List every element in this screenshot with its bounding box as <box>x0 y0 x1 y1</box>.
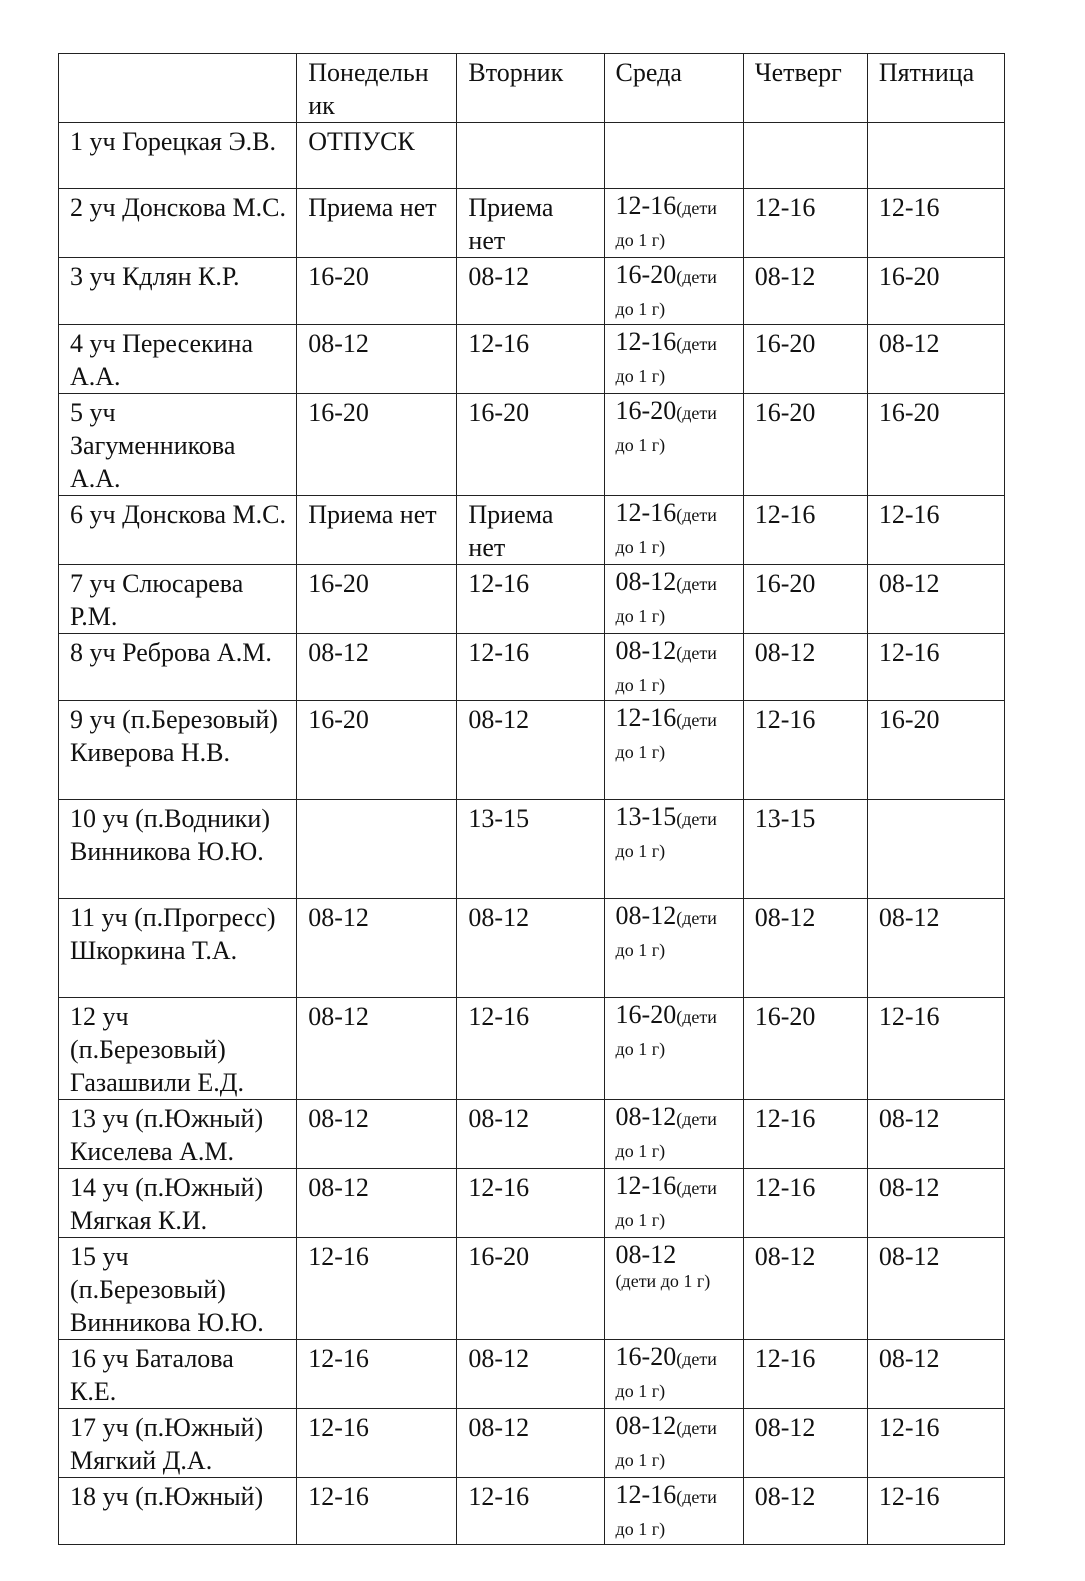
tuesday-cell-text: 12-16 <box>468 1002 530 1031</box>
wednesday-cell <box>604 1238 743 1340</box>
tuesday-cell-text: 16-20 <box>468 1242 530 1271</box>
thursday-cell <box>743 1478 867 1545</box>
wednesday-block <box>616 1342 733 1406</box>
wednesday-time: 12-16 <box>615 498 677 527</box>
wednesday-cell <box>604 1100 743 1169</box>
thursday-cell-text: 08-12 <box>754 638 816 667</box>
friday-cell <box>867 325 1004 394</box>
wednesday-time: 12-16 <box>615 1171 677 1200</box>
wednesday-time: 08-12 <box>615 1240 677 1269</box>
wednesday-note: (дети до 1 г) <box>615 1349 717 1401</box>
tuesday-cell-text: 16-20 <box>468 398 530 427</box>
wednesday-cell <box>604 394 743 496</box>
header-cell-thursday: Четверг <box>743 54 867 123</box>
wednesday-cell <box>604 634 743 701</box>
wednesday-note: (дети до 1 г) <box>615 198 717 250</box>
wednesday-block <box>616 703 733 767</box>
wednesday-time: 08-12 <box>615 636 677 665</box>
district-cell <box>59 1238 297 1340</box>
monday-cell <box>297 1478 457 1545</box>
tuesday-cell <box>457 1238 604 1340</box>
wednesday-block <box>616 901 733 965</box>
wednesday-note: (дети до 1 г) <box>615 574 717 626</box>
table-row <box>59 634 1005 701</box>
monday-cell <box>297 701 457 800</box>
wednesday-block <box>616 396 733 460</box>
tuesday-cell-text: 13-15 <box>468 804 530 833</box>
table-row <box>59 496 1005 565</box>
wednesday-note: (дети до 1 г) <box>615 505 717 557</box>
thursday-cell <box>743 1100 867 1169</box>
tuesday-cell-text: Приема нет <box>468 193 554 255</box>
friday-cell-text: 08-12 <box>878 569 940 598</box>
monday-cell <box>297 394 457 496</box>
wednesday-cell <box>604 325 743 394</box>
friday-cell <box>867 1169 1004 1238</box>
district-cell-text: 5 уч Загуменникова А.А. <box>70 398 236 493</box>
schedule-table <box>58 53 1005 1545</box>
thursday-cell-text: 12-16 <box>754 193 816 222</box>
tuesday-cell <box>457 1100 604 1169</box>
monday-cell-text: 08-12 <box>308 1002 369 1031</box>
wednesday-note: (дети до 1 г) <box>615 1418 717 1470</box>
thursday-cell-text: 12-16 <box>754 1104 816 1133</box>
wednesday-note: (дети до 1 г) <box>615 1271 711 1291</box>
district-cell <box>59 634 297 701</box>
wednesday-note: (дети до 1 г) <box>615 1007 717 1059</box>
wednesday-time: 08-12 <box>615 1102 677 1131</box>
tuesday-cell <box>457 325 604 394</box>
wednesday-note: (дети до 1 г) <box>615 908 717 960</box>
wednesday-time: 12-16 <box>615 191 677 220</box>
monday-cell <box>297 634 457 701</box>
wednesday-block <box>616 1411 733 1475</box>
table-row <box>59 899 1005 998</box>
district-cell <box>59 1100 297 1169</box>
thursday-cell <box>743 998 867 1100</box>
table-row <box>59 701 1005 800</box>
friday-cell <box>867 123 1004 189</box>
wednesday-block <box>616 260 733 324</box>
thursday-cell-text: 16-20 <box>754 569 816 598</box>
monday-cell-text: 08-12 <box>308 1104 369 1133</box>
wednesday-note: (дети до 1 г) <box>615 1178 717 1230</box>
district-cell <box>59 701 297 800</box>
tuesday-cell-text: 08-12 <box>468 705 530 734</box>
table-row <box>59 123 1005 189</box>
friday-cell <box>867 258 1004 325</box>
wednesday-time: 13-15 <box>615 802 677 831</box>
wednesday-block <box>616 802 733 866</box>
thursday-cell-text: 12-16 <box>754 500 816 529</box>
table-row <box>59 998 1005 1100</box>
district-cell <box>59 1340 297 1409</box>
thursday-cell <box>743 634 867 701</box>
header-row <box>59 54 1005 123</box>
thursday-cell <box>743 1409 867 1478</box>
thursday-cell-text: 08-12 <box>754 1413 816 1442</box>
thursday-cell <box>743 1340 867 1409</box>
wednesday-time: 16-20 <box>615 1342 677 1371</box>
thursday-cell-text: 12-16 <box>754 1173 816 1202</box>
wednesday-cell <box>604 258 743 325</box>
monday-cell-text: Приема нет <box>308 193 437 222</box>
monday-cell <box>297 1100 457 1169</box>
wednesday-cell <box>604 1478 743 1545</box>
header-cell-tuesday: Вторник <box>457 54 604 123</box>
district-cell-text: 6 уч Донскова М.С. <box>70 500 287 529</box>
wednesday-note: (дети до 1 г) <box>615 1109 717 1161</box>
wednesday-cell <box>604 800 743 899</box>
header-cell-friday: Пятница <box>867 54 1004 123</box>
thursday-cell <box>743 899 867 998</box>
tuesday-cell <box>457 496 604 565</box>
district-cell-text: 13 уч (п.Южный) Киселева А.М. <box>70 1104 264 1166</box>
wednesday-time: 08-12 <box>615 1411 677 1440</box>
table-row <box>59 394 1005 496</box>
friday-cell <box>867 565 1004 634</box>
monday-cell <box>297 899 457 998</box>
friday-cell-text: 16-20 <box>878 705 940 734</box>
monday-cell-text: 12-16 <box>308 1482 369 1511</box>
table-row <box>59 1100 1005 1169</box>
tuesday-cell <box>457 1478 604 1545</box>
wednesday-time: 08-12 <box>615 567 677 596</box>
tuesday-cell-text: 08-12 <box>468 903 530 932</box>
friday-cell-text: 08-12 <box>878 903 940 932</box>
district-cell <box>59 1169 297 1238</box>
wednesday-cell <box>604 998 743 1100</box>
table-row <box>59 189 1005 258</box>
tuesday-cell <box>457 998 604 1100</box>
thursday-cell-text: 12-16 <box>754 1344 816 1373</box>
friday-cell <box>867 899 1004 998</box>
district-cell <box>59 1409 297 1478</box>
friday-cell <box>867 1409 1004 1478</box>
friday-cell-text: 08-12 <box>878 1344 940 1373</box>
thursday-cell <box>743 701 867 800</box>
district-cell <box>59 1478 297 1545</box>
thursday-cell-text: 16-20 <box>754 329 816 358</box>
thursday-cell <box>743 394 867 496</box>
tuesday-cell-text: 08-12 <box>468 1413 530 1442</box>
monday-cell-text: 08-12 <box>308 329 369 358</box>
wednesday-cell <box>604 189 743 258</box>
friday-cell-text: 12-16 <box>878 500 940 529</box>
district-cell-text: 2 уч Донскова М.С. <box>70 193 287 222</box>
district-cell <box>59 800 297 899</box>
monday-cell-text: 12-16 <box>308 1344 369 1373</box>
table-row <box>59 1238 1005 1340</box>
thursday-cell <box>743 123 867 189</box>
friday-cell-text: 12-16 <box>878 1413 940 1442</box>
thursday-cell-text: 08-12 <box>754 1242 816 1271</box>
friday-cell-text: 08-12 <box>878 329 940 358</box>
friday-cell-text: 12-16 <box>878 1482 940 1511</box>
thursday-cell-text: 13-15 <box>754 804 816 833</box>
wednesday-block <box>616 1000 733 1064</box>
monday-cell-text: Приема нет <box>308 500 437 529</box>
thursday-cell <box>743 1238 867 1340</box>
monday-cell-text: 12-16 <box>308 1242 369 1271</box>
table-row <box>59 1169 1005 1238</box>
monday-cell-text: 08-12 <box>308 638 369 667</box>
monday-cell <box>297 1409 457 1478</box>
monday-cell-text: 08-12 <box>308 903 369 932</box>
district-cell-text: 4 уч Пересекина А.А. <box>70 329 253 391</box>
wednesday-time: 12-16 <box>615 327 677 356</box>
friday-cell-text: 16-20 <box>878 262 940 291</box>
friday-cell-text: 08-12 <box>878 1242 940 1271</box>
thursday-cell <box>743 1169 867 1238</box>
friday-cell <box>867 634 1004 701</box>
district-cell-text: 17 уч (п.Южный) Мягкий Д.А. <box>70 1413 264 1475</box>
monday-cell <box>297 1340 457 1409</box>
wednesday-cell <box>604 496 743 565</box>
thursday-cell-text: 08-12 <box>754 903 816 932</box>
friday-cell <box>867 1238 1004 1340</box>
table-row <box>59 1340 1005 1409</box>
monday-cell <box>297 123 457 189</box>
thursday-cell-text: 12-16 <box>754 705 816 734</box>
wednesday-note: (дети до 1 г) <box>615 267 717 319</box>
district-cell-text: 11 уч (п.Прогресс) Шкоркина Т.А. <box>70 903 276 965</box>
district-cell-text: 14 уч (п.Южный) Мягкая К.И. <box>70 1173 264 1235</box>
friday-cell <box>867 1478 1004 1545</box>
wednesday-block <box>616 636 733 700</box>
header-cell-empty <box>59 54 297 123</box>
thursday-cell-text: 08-12 <box>754 1482 816 1511</box>
table-row <box>59 1478 1005 1545</box>
thursday-cell-text: 16-20 <box>754 1002 816 1031</box>
wednesday-note: (дети до 1 г) <box>615 710 717 762</box>
monday-cell-text: 16-20 <box>308 398 369 427</box>
table-row <box>59 258 1005 325</box>
wednesday-time: 08-12 <box>615 901 677 930</box>
district-cell <box>59 394 297 496</box>
monday-cell <box>297 1238 457 1340</box>
wednesday-cell <box>604 123 743 189</box>
district-cell-text: 10 уч (п.Водники) Винникова Ю.Ю. <box>70 804 271 866</box>
district-cell <box>59 123 297 189</box>
wednesday-time: 12-16 <box>615 1480 677 1509</box>
wednesday-block <box>616 567 733 631</box>
wednesday-cell <box>604 1169 743 1238</box>
wednesday-block <box>616 498 733 562</box>
tuesday-cell <box>457 394 604 496</box>
table-row <box>59 325 1005 394</box>
tuesday-cell-text: 12-16 <box>468 638 530 667</box>
district-cell <box>59 496 297 565</box>
district-cell-text: 16 уч Баталова К.Е. <box>70 1344 234 1406</box>
monday-cell <box>297 258 457 325</box>
tuesday-cell-text: 12-16 <box>468 1173 530 1202</box>
monday-cell <box>297 565 457 634</box>
monday-cell-text: 16-20 <box>308 569 369 598</box>
table-row <box>59 565 1005 634</box>
wednesday-cell <box>604 1340 743 1409</box>
monday-cell <box>297 998 457 1100</box>
wednesday-cell <box>604 1409 743 1478</box>
district-cell-text: 12 уч (п.Березовый) Газашвили Е.Д. <box>70 1002 244 1097</box>
schedule-body <box>59 54 1005 1545</box>
district-cell <box>59 325 297 394</box>
tuesday-cell-text: 08-12 <box>468 1344 530 1373</box>
friday-cell <box>867 394 1004 496</box>
monday-cell-text: 08-12 <box>308 1173 369 1202</box>
tuesday-cell <box>457 1340 604 1409</box>
district-cell-text: 3 уч Кдлян К.Р. <box>70 262 240 291</box>
tuesday-cell <box>457 800 604 899</box>
wednesday-time: 16-20 <box>615 396 677 425</box>
monday-cell-text: 12-16 <box>308 1413 369 1442</box>
header-cell-monday: Понедельн ик <box>297 54 457 123</box>
thursday-cell <box>743 258 867 325</box>
district-cell <box>59 189 297 258</box>
district-cell <box>59 258 297 325</box>
thursday-cell <box>743 800 867 899</box>
thursday-cell <box>743 565 867 634</box>
wednesday-cell <box>604 701 743 800</box>
district-cell-text: 8 уч Реброва А.М. <box>70 638 272 667</box>
district-cell-text: 1 уч Горецкая Э.В. <box>70 127 277 156</box>
district-cell-text: 9 уч (п.Березовый) Киверова Н.В. <box>70 705 278 767</box>
wednesday-time: 12-16 <box>615 703 677 732</box>
monday-cell <box>297 325 457 394</box>
wednesday-note: (дети до 1 г) <box>615 1487 717 1539</box>
wednesday-note: (дети до 1 г) <box>615 334 717 386</box>
tuesday-cell-text: 12-16 <box>468 569 530 598</box>
friday-cell-text: 12-16 <box>878 1002 940 1031</box>
tuesday-cell <box>457 258 604 325</box>
table-row <box>59 800 1005 899</box>
friday-cell <box>867 496 1004 565</box>
monday-cell <box>297 1169 457 1238</box>
tuesday-cell-text: 12-16 <box>468 1482 530 1511</box>
friday-cell-text: 08-12 <box>878 1104 940 1133</box>
friday-cell <box>867 998 1004 1100</box>
friday-cell-text: 12-16 <box>878 638 940 667</box>
district-cell <box>59 998 297 1100</box>
wednesday-time: 16-20 <box>615 260 677 289</box>
tuesday-cell <box>457 123 604 189</box>
tuesday-cell <box>457 565 604 634</box>
friday-cell <box>867 1100 1004 1169</box>
thursday-cell <box>743 325 867 394</box>
monday-cell <box>297 496 457 565</box>
thursday-cell <box>743 496 867 565</box>
district-cell-text: 18 уч (п.Южный) <box>70 1482 264 1511</box>
district-cell <box>59 899 297 998</box>
tuesday-cell-text: 08-12 <box>468 262 530 291</box>
tuesday-cell <box>457 1169 604 1238</box>
tuesday-cell <box>457 899 604 998</box>
wednesday-note: (дети до 1 г) <box>615 403 717 455</box>
thursday-cell <box>743 189 867 258</box>
friday-cell <box>867 701 1004 800</box>
table-row <box>59 1409 1005 1478</box>
monday-cell-text: 16-20 <box>308 705 369 734</box>
wednesday-block <box>616 327 733 391</box>
tuesday-cell-text: 08-12 <box>468 1104 530 1133</box>
tuesday-cell <box>457 701 604 800</box>
wednesday-note: (дети до 1 г) <box>615 809 717 861</box>
monday-cell <box>297 800 457 899</box>
wednesday-block <box>616 1480 733 1544</box>
wednesday-block <box>616 1102 733 1166</box>
tuesday-cell <box>457 634 604 701</box>
wednesday-time: 16-20 <box>615 1000 677 1029</box>
friday-cell <box>867 800 1004 899</box>
wednesday-cell <box>604 565 743 634</box>
monday-cell-text: ОТПУСК <box>308 127 415 156</box>
district-cell-text: 7 уч Слюсарева Р.М. <box>70 569 244 631</box>
tuesday-cell-text: Приема нет <box>468 500 554 562</box>
district-cell-text: 15 уч (п.Березовый) Винникова Ю.Ю. <box>70 1242 264 1337</box>
friday-cell <box>867 189 1004 258</box>
wednesday-note: (дети до 1 г) <box>615 643 717 695</box>
friday-cell <box>867 1340 1004 1409</box>
monday-cell-text: 16-20 <box>308 262 369 291</box>
wednesday-block <box>616 191 733 255</box>
thursday-cell-text: 16-20 <box>754 398 816 427</box>
friday-cell-text: 16-20 <box>878 398 940 427</box>
district-cell <box>59 565 297 634</box>
friday-cell-text: 08-12 <box>878 1173 940 1202</box>
header-cell-wednesday: Среда <box>604 54 743 123</box>
thursday-cell-text: 08-12 <box>754 262 816 291</box>
tuesday-cell <box>457 1409 604 1478</box>
wednesday-block <box>616 1171 733 1235</box>
wednesday-cell <box>604 899 743 998</box>
friday-cell-text: 12-16 <box>878 193 940 222</box>
tuesday-cell <box>457 189 604 258</box>
monday-cell <box>297 189 457 258</box>
wednesday-block <box>616 1240 733 1292</box>
tuesday-cell-text: 12-16 <box>468 329 530 358</box>
